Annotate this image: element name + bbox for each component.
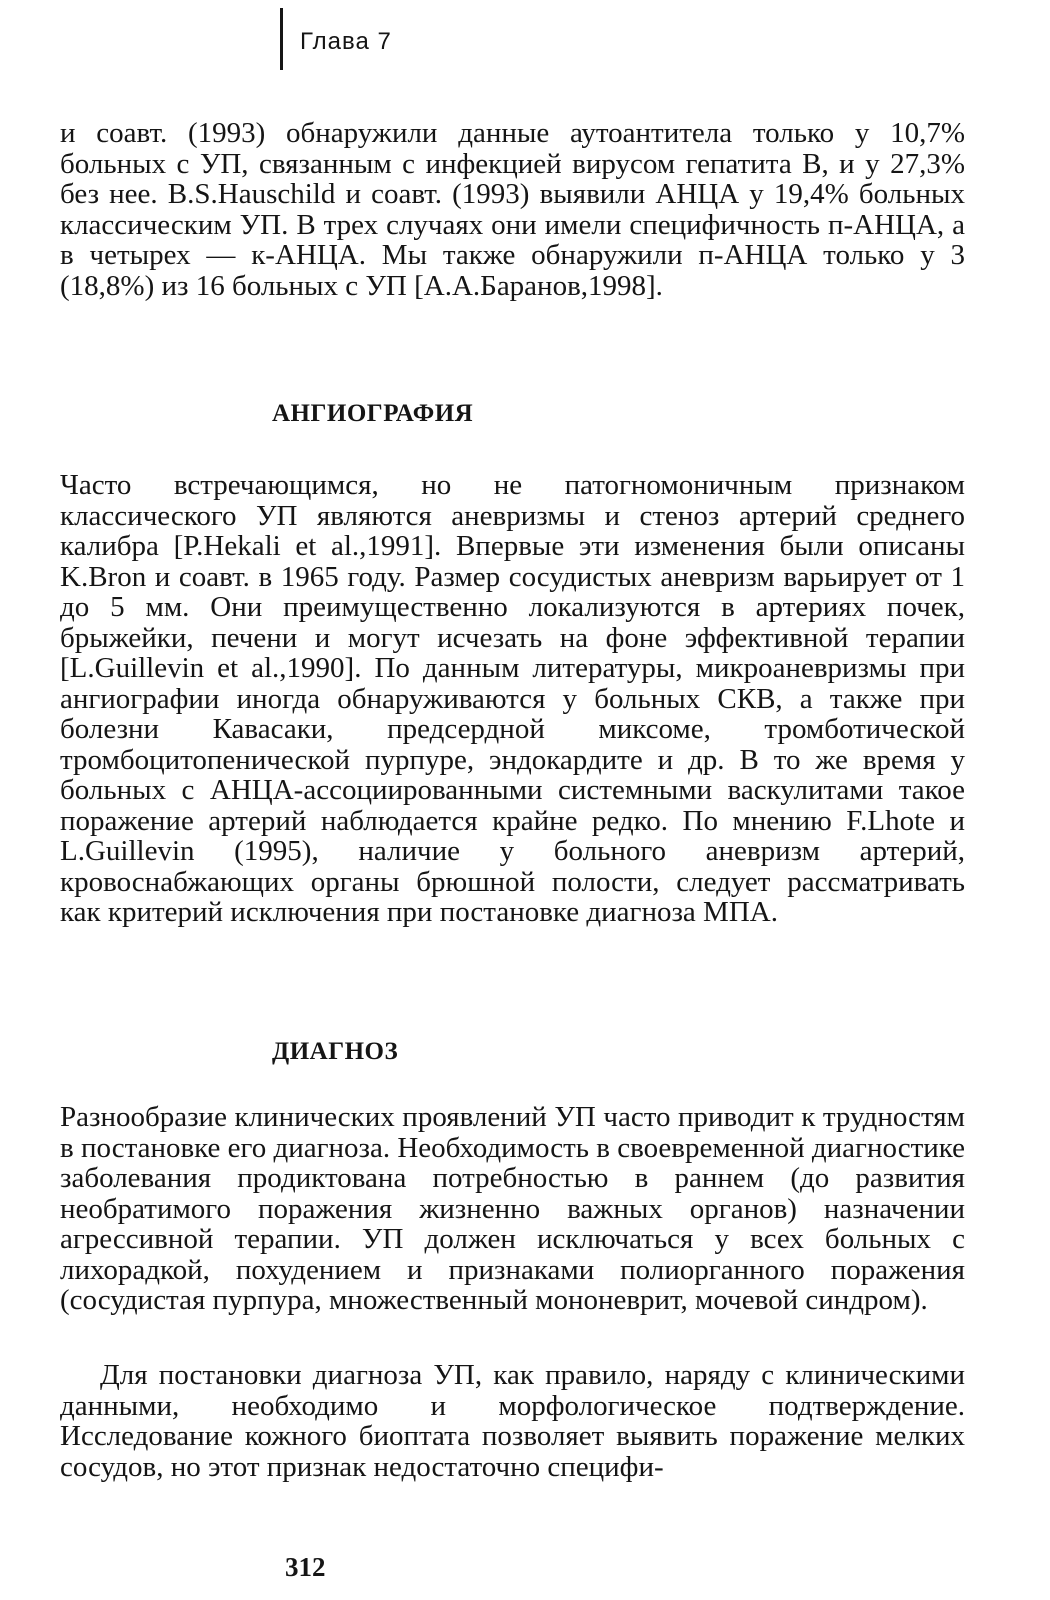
page-number: 312 [285,1552,326,1582]
section-heading-diagnosis: ДИАГНОЗ [272,1038,399,1065]
section-heading-angiography: АНГИОГРАФИЯ [272,400,474,427]
angiography-paragraph: Часто встречающимся, но не патогномоничным признаком классического УП являются аневризмы и стеноз артерий среднего калибра [P.Hekali et al.,1991]. Впервые эти изменения были описаны K.Bron и соавт. в 1965 году. Размер сосудистых аневризм варьирует от 1 до 5 мм. Они преимущественно локализуются в артериях почек, брыжейки, печени и могут исчезать на фоне эффективной терапии [L.Guillevin et al.,1990]. По данным литературы, микроаневризмы при ангиографии иногда обнаруживаются у больных СКВ, а также при болезни Кавасаки, предсердной миксоме, тромботической тромбоцитопенической пурпуре, эндокардите и др. В то же время у больных с АНЦА-ассоциированными системными васкулитами такое поражение артерий наблюдается крайне редко. По мнению F.Lhote и L.Guillevin (1995), наличие у больного аневризм артерий, кровоснабжающих органы брюшной полости, следует рассматривать как критерий исключения при постановке диагноза МПА. [60,469,965,928]
header-rule [280,8,283,70]
diagnosis-paragraph-2: Для постановки диагноза УП, как правило, наряду с клиническими данными, необходимо и морфологическое подтверждение. Исследование кожного биоптата позволяет выявить поражение мелких сосудов, но этот признак недостаточно специфи- [60,1359,965,1483]
intro-paragraph: и соавт. (1993) обнаружили данные аутоантитела только у 10,7% больных с УП, связанным с инфекцией вирусом гепатита В, и у 27,3% без нее. B.S.Hauschild и соавт. (1993) выявили АНЦА у 19,4% больных классическим УП. В трех случаях они имели специфичность п-АНЦА, а в четырех — к-АНЦА. Мы также обнаружили п-АНЦА только у 3 (18,8%) из 16 больных с УП [А.А.Баранов,1998]. [60,117,965,302]
diagnosis-paragraph-1: Разнообразие клинических проявлений УП часто приводит к трудностям в постановке его диагноза. Необходимость в своевременной диагностике заболевания продиктована потребностью в раннем (до развития необратимого поражения жизненно важных органов) назначении агрессивной терапии. УП должен исключаться у всех больных с лихорадкой, похудением и признаками полиорганного поражения (сосудистая пурпура, множественный мононеврит, мочевой синдром). [60,1101,965,1316]
chapter-header: Глава 7 [300,28,392,55]
